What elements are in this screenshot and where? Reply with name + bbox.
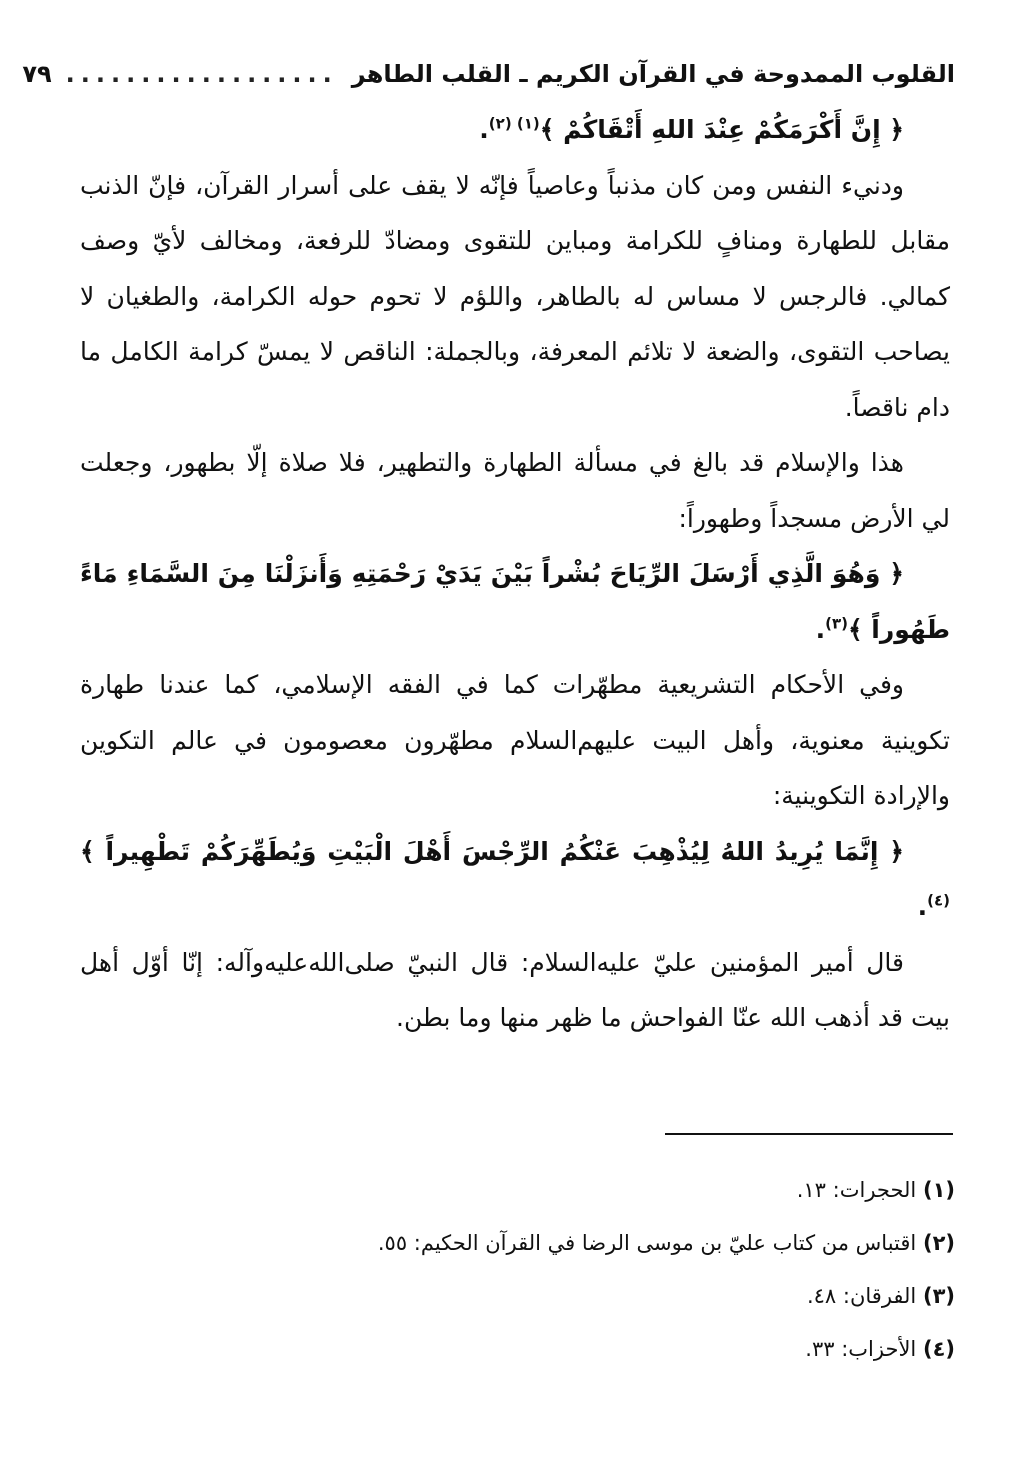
verse-text: ﴿ وَهُوَ الَّذِي أَرْسَلَ الرِّيَاحَ بُشْراً بَيْنَ يَدَيْ رَحْمَتِهِ وَأَنزَلْنَا مِنَ السَّمَاءِ مَاءً طَهُوراً ﴾ [80,559,950,644]
footnote-number: (١) [922,1178,955,1202]
footnote [80,1323,955,1376]
footnote-text: الحجرات: ١٣. [796,1178,917,1202]
footnote-number: (٢) [922,1231,955,1255]
paragraph: وفي الأحكام التشريعية مطهّرات كما في الفقه الإسلامي، كما عندنا طهارة تكوينية معنوية، وأهل البيت عليهم‌السلام مطهّرون معصومون في عالم التكوين والإرادة التكوينية: [80,670,950,810]
paragraph: قال أمير المؤمنين عليّ عليه‌السلام: قال النبيّ صلى‌الله‌عليه‌وآله: إنّا أوّل أهل بيت قد أذهب الله عنّا الفواحش ما ظهر منها وما بطن. [80,947,950,1032]
running-header [22,50,955,98]
footnote-ref: (٤) [927,891,950,910]
footnote-separator [665,1133,953,1135]
footnote-text: الأحزاب: ٣٣. [805,1337,917,1361]
verse-text: ﴿ إِنَّ أَكْرَمَكُمْ عِنْدَ اللهِ أَتْقَاكُمْ ﴾ [539,115,904,144]
footnote [80,1164,955,1217]
page-number: ٧٩ [22,60,52,88]
verse-text: ﴿ إِنَّمَا يُرِيدُ اللهُ لِيُذْهِبَ عَنْكُمُ الرِّجْسَ أَهْلَ الْبَيْتِ وَيُطَهِّرَكُمْ تَطْهِيراً ﴾ [80,836,904,866]
verse-quote: ﴿ إِنَّمَا يُرِيدُ اللهُ لِيُذْهِبَ عَنْكُمُ الرِّجْسَ أَهْلَ الْبَيْتِ وَيُطَهِّرَكُمْ تَطْهِيراً ﴾$^{(٤)}$. [80,836,950,921]
paragraph: ودنيء النفس ومن كان مذنباً وعاصياً فإنّه لا يقف على أسرار القرآن، فإنّ الذنب مقابل للطهارة ومنافٍ للكرامة ومباين للتقوى ومضادّ للرفعة، ومخالف لأيّ وصف كمالي. فالرجس لا مساس له بالطاهر، واللؤم لا تحوم حوله الكرامة، والطغيان لا يصاحب التقوى، والضعة لا تلائم المعرفة، وبالجملة: الناقص لا يمسّ كرامة الكامل ما دام ناقصاً. [80,170,950,422]
verse-quote: ﴿ وَهُوَ الَّذِي أَرْسَلَ الرِّيَاحَ بُشْراً بَيْنَ يَدَيْ رَحْمَتِهِ وَأَنزَلْنَا مِنَ السَّمَاءِ مَاءً طَهُوراً ﴾$^{(٣)}$. [80,559,950,644]
main-text [80,102,950,1046]
leader-dots: .................. [65,60,338,88]
footnote-text: الفرقان: ٤٨. [806,1284,917,1308]
verse-quote: ﴿ إِنَّ أَكْرَمَكُمْ عِنْدَ اللهِ أَتْقَاكُمْ ﴾$^{(١) (٢)}$. [479,114,904,144]
footnote-text: اقتباس من كتاب عليّ بن موسى الرضا في القرآن الحكيم: ٥٥. [377,1231,917,1255]
footnotes [80,1164,955,1376]
footnote [80,1217,955,1270]
footnote-number: (٤) [922,1337,955,1361]
paragraph: هذا والإسلام قد بالغ في مسألة الطهارة والتطهير، فلا صلاة إلّا بطهور، وجعلت لي الأرض مسجداً وطهوراً: [80,448,950,533]
footnote [80,1270,955,1323]
running-title: القلوب الممدوحة في القرآن الكريم ـ القلب الطاهر [351,60,955,88]
footnote-ref: (٣) [825,614,848,633]
footnote-ref: (١) (٢) [488,114,540,133]
footnote-number: (٣) [922,1284,955,1308]
